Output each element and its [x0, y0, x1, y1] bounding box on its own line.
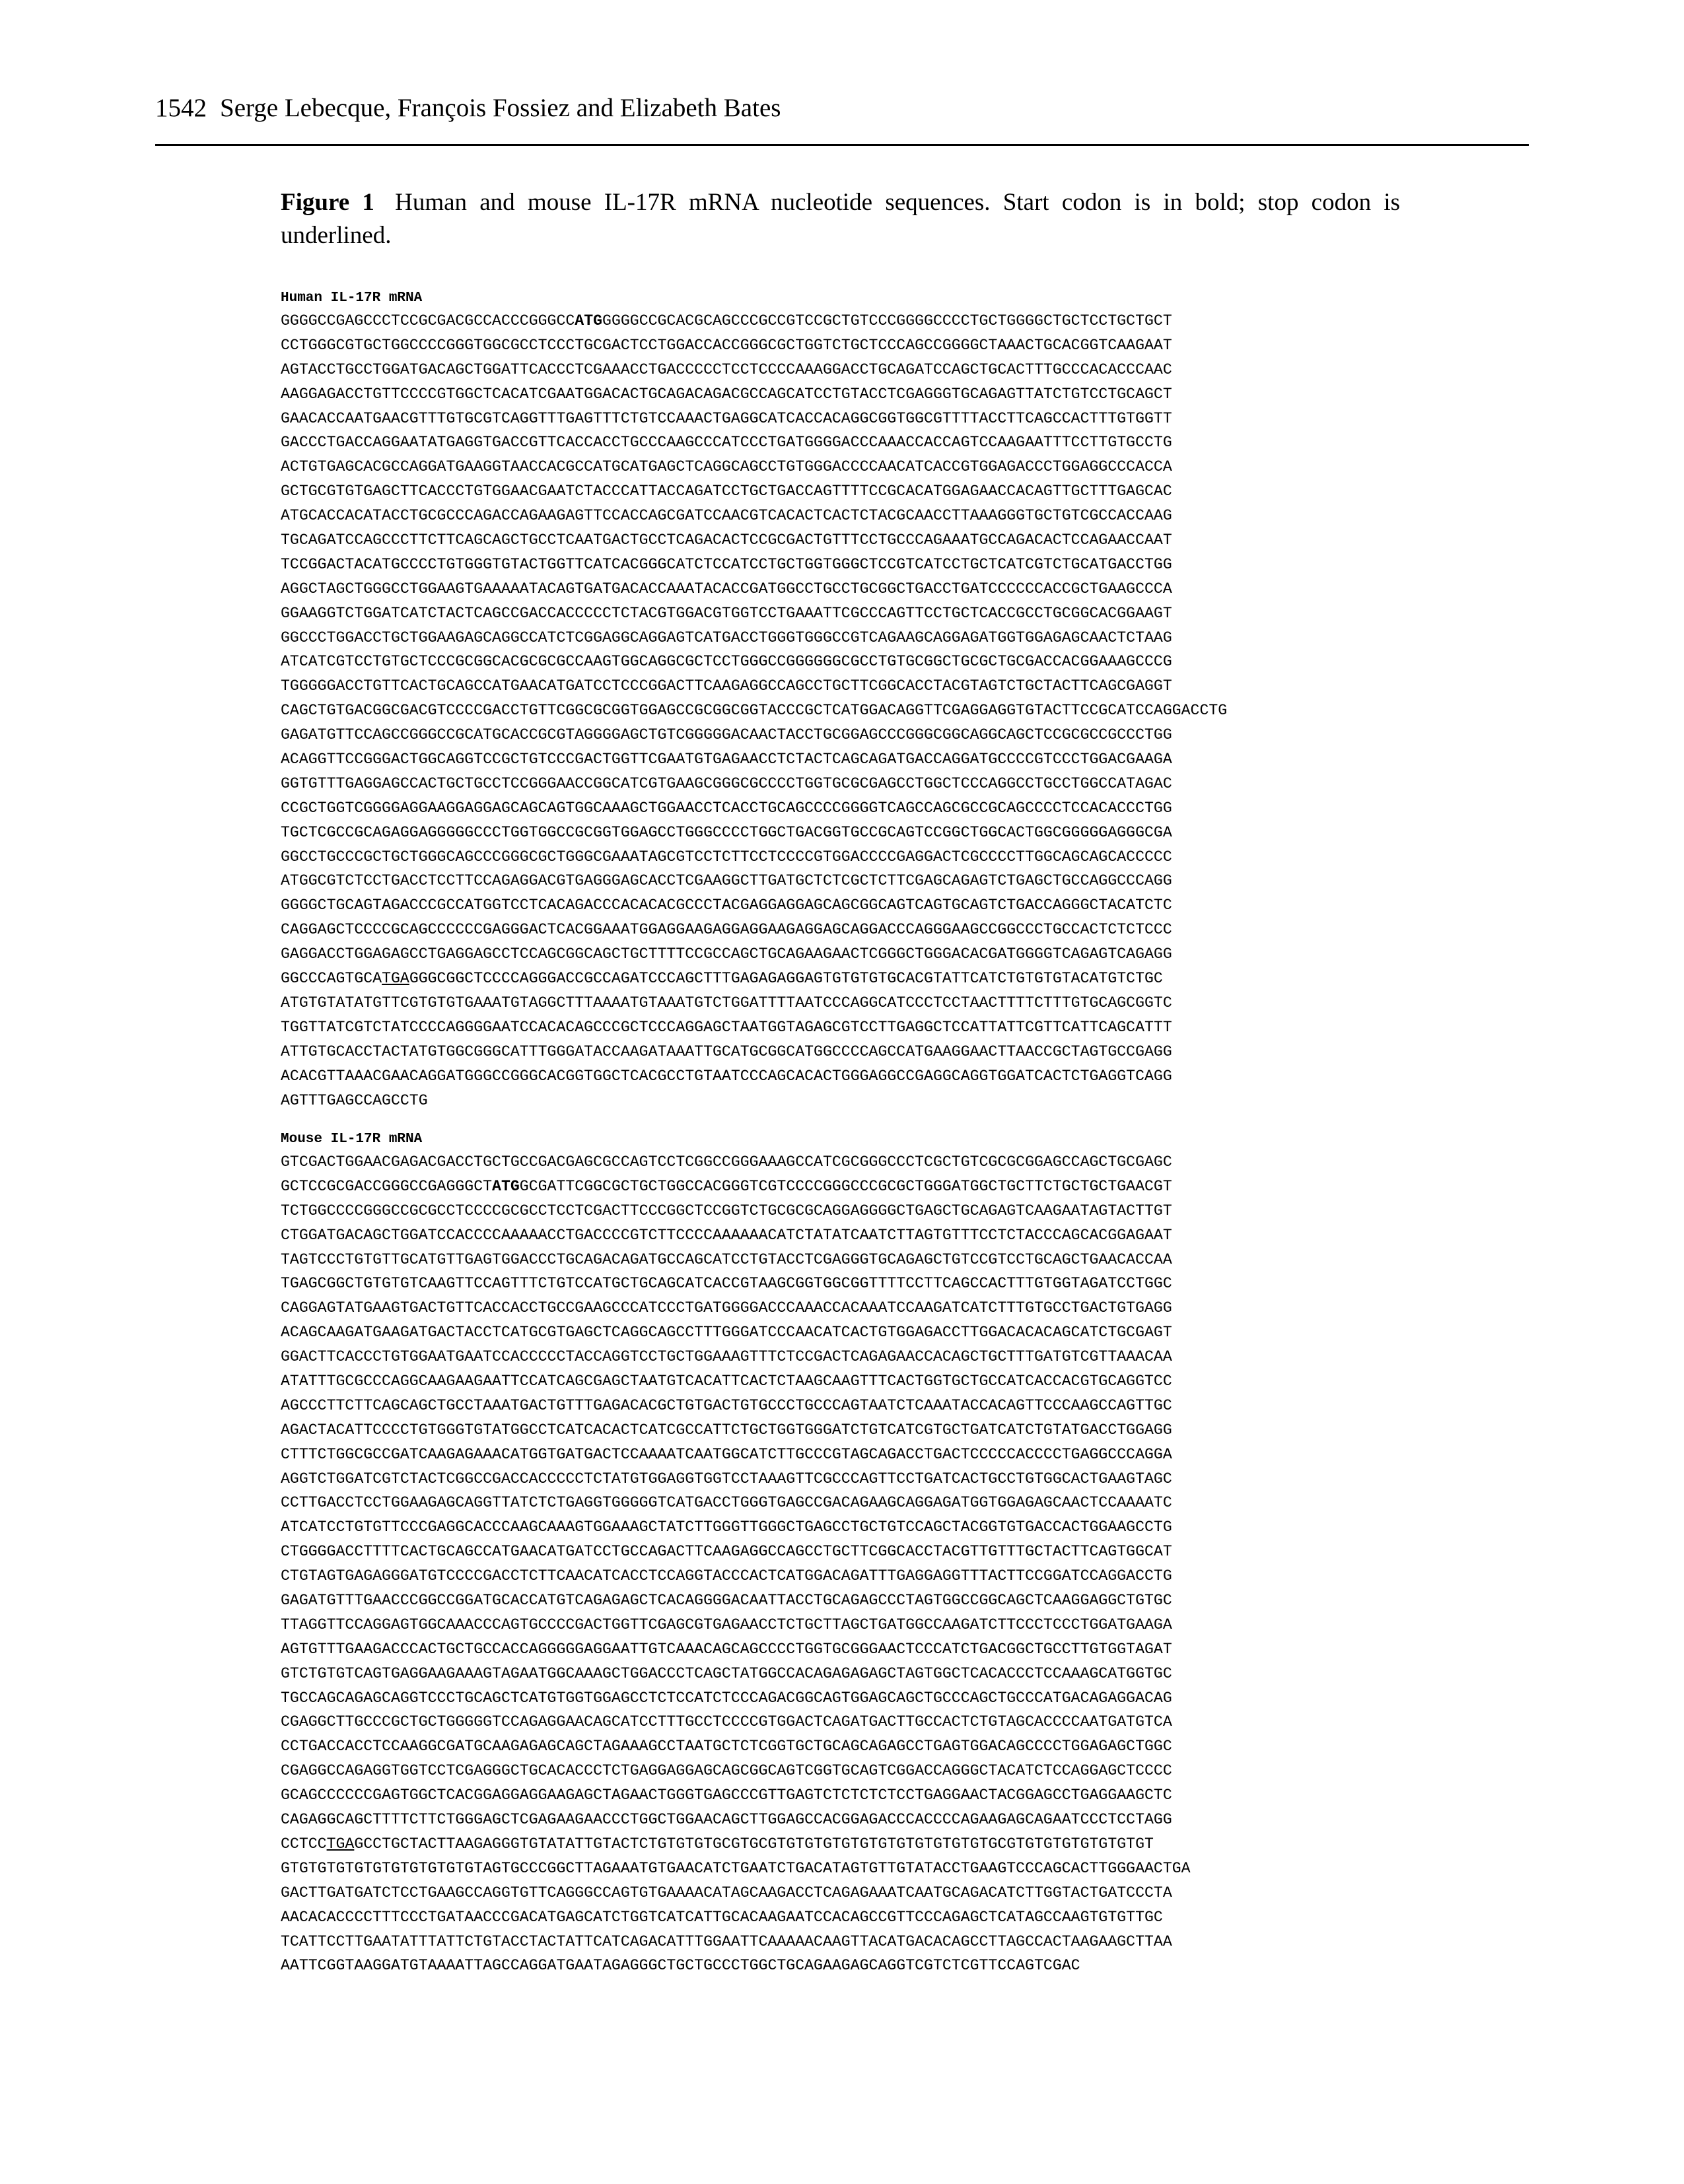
sequence-text: GGGGCCGCACGCAGCCCGCCGTCCGCTGTCCCGGGGCCCCTGCTGGGGCTGCTCCTGCTGCT — [602, 312, 1172, 329]
sequence-line — [281, 772, 1403, 796]
running-header-text — [155, 91, 1529, 125]
sequence-line — [281, 869, 1403, 893]
human-sequence-lines — [281, 309, 1403, 1112]
sequence-line — [281, 1905, 1403, 1930]
sequence-text: CAGAGGCAGCTTTTCTTCTGGGAGCTCGAGAAGAACCCTGGCTGGAACAGCTTGGAGCCACGGAGACCCACCCCAGAAGAGCAGAATCCCTCCTAGG — [281, 1811, 1172, 1829]
sequence-line — [281, 1662, 1403, 1686]
sequence-line — [281, 358, 1403, 382]
sequence-text: TGCCAGCAGAGCAGGTCCCTGCAGCTCATGTGGTGGAGCCTCTCCATCTCCCAGACGGCAGTGGAGCAGCTGCCCAGCTGCCCATGACAGAGGACAG — [281, 1689, 1172, 1707]
sequence-line — [281, 1345, 1403, 1369]
sequence-line — [281, 967, 1403, 991]
sequence-text: ATGGCGTCTCCTGACCTCCTTCCAGAGGACGTGAGGGAGCACCTCGAAGGCTTGATGCTCTCGCTCTTCGAGCAGAGTCTGAGCTGCCAGGCCCAGG — [281, 872, 1172, 890]
running-header — [155, 91, 1529, 146]
sequence-line — [281, 1515, 1403, 1540]
sequence-line — [281, 1223, 1403, 1248]
sequence-line — [281, 918, 1403, 942]
start-codon: ATG — [492, 1177, 520, 1195]
sequence-text: AGACTACATTCCCCTGTGGGTGTATGGCCTCATCACACTCATCGCCATTCTGCTGGTGGGATCTGTCATCGTGCTGATCATCTGTATGACCTGGAGG — [281, 1421, 1172, 1439]
sequence-line — [281, 821, 1403, 845]
sequence-line — [281, 1710, 1403, 1734]
sequence-text: TGCTCGCCGCAGAGGAGGGGGCCCTGGTGGCCGCGGTGGAGCCTGGGCCCCTGGCTGACGGTGCCGCAGTCCGGCTGGCACTGGCGGGGGAGGGCGA — [281, 823, 1172, 841]
figure-caption-text: Human and mouse IL-17R mRNA nucleotide sequences. Start codon is in bold; stop codon is underlined. — [281, 189, 1401, 249]
sequence-text: CGAGGCCAGAGGTGGTCCTCGAGGGCTGCACACCCTCTGAGGAGGAGCAGCGGCAGTCGGTGCAGTCGGACCAGGGCTACATCTCCAGGAGCTCCCC — [281, 1762, 1172, 1780]
sequence-line — [281, 626, 1403, 650]
sequence-text: GAACACCAATGAACGTTTGTGCGTCAGGTTTGAGTTTCTGTCCAAACTGAGGCATCACCACAGGCGGTGGCGTTTTACCTTCAGCCACTTTGTGGTT — [281, 409, 1172, 427]
sequence-text: CCTGACCACCTCCAAGGCGATGCAAGAGAGCAGCTAGAAAGCCTAATGCTCTCGGTGCTGCAGCAGAGCCTGAGTGGACAGCCCCTGGAGAGCTGGC — [281, 1738, 1172, 1756]
mouse-sequence-lines — [281, 1150, 1403, 1978]
stop-codon: TGA — [326, 1835, 355, 1853]
sequence-line — [281, 1272, 1403, 1296]
sequence-line — [281, 1467, 1403, 1491]
sequence-line — [281, 1783, 1403, 1808]
sequence-text: ATCATCGTCCTGTGCTCCCGCGGCACGCGCGCCAAGTGGCAGGCGCTCCTGGGCCGGGGGGCGCCTGTGCGGCTGCGCTGCGACCACGGAAAGCCCG — [281, 653, 1172, 671]
sequence-text: TGAGCGGCTGTGTGTCAAGTTCCAGTTTCTGTCCATGCTGCAGCATCACCGTAAGCGGTGGCGGTTTTCCTTCAGCCACTTTGTGGTAGATCCTGGC — [281, 1275, 1172, 1293]
sequence-text: TCCGGACTACATGCCCCTGTGGGTGTACTGGTTCATCACGGGCATCTCCATCCTGCTGGTGGGCTCCGTCATCCTGCTCATCGTCTGCATGACCTGG — [281, 555, 1172, 573]
sequence-line — [281, 1089, 1403, 1113]
sequence-line — [281, 382, 1403, 407]
sequence-line — [281, 1613, 1403, 1637]
sequence-text: GCTGCGTGTGAGCTTCACCCTGTGGAACGAATCTACCCATTACCAGATCCTGCTGACCAGTTTTCCGCACATGGAGAACCACAGTTGCTTTGAGCAC — [281, 483, 1172, 500]
sequence-line — [281, 893, 1403, 918]
sequence-line — [281, 991, 1403, 1015]
sequence-text: GGGGCCGAGCCCTCCGCGACGCCACCCGGGCC — [281, 312, 575, 329]
sequence-text: AGGCTAGCTGGGCCTGGAAGTGAAAAATACAGTGATGACACCAAATACACCGATGGCCTGCCTGCGGCTGACCTGATCCCCCCACCGCTGAAGCCCA — [281, 580, 1172, 597]
sequence-text: TAGTCCCTGTGTTGCATGTTGAGTGGACCCTGCAGACAGATGCCAGCATCCTGTACCTCGAGGGTGCAGAGCTGTCCGTCCTGCAGCTGAACACCAA — [281, 1250, 1172, 1268]
sequence-text: ATTGTGCACCTACTATGTGGCGGGCATTTGGGATACCAAGATAAATTGCATGCGGCATGGCCCCAGCCATGAAGGAACTTAACCGCTAGTGCCGAGG — [281, 1042, 1172, 1060]
sequence-line — [281, 553, 1403, 577]
sequence-text: CTGTAGTGAGAGGGATGTCCCCGACCTCTTCAACATCACCTCCAGGTACCCACTCATGGACAGATTTGAGGAGGTTTACTTCCGGATCCAGGACCTG — [281, 1567, 1172, 1585]
sequence-line — [281, 1808, 1403, 1832]
sequence-text: GGCCCAGTGCA — [281, 970, 382, 988]
sequence-text: GGTGTTTGAGGAGCCACTGCTGCCTCCGGGAACCGGCATCGTGAAGCGGGCGCCCCTGGTGCGCGAGCCTGGCTCCCAGGCCTGCCTGGCCATAGAC — [281, 774, 1172, 792]
sequence-text: GAGGACCTGGAGAGCCTGAGGAGCCTCCAGCGGCAGCTGCTTTTCCGCCAGCTGCAGAAGAACTCGGGCTGGGACACGATGGGGTCAGAGTCAGAGG — [281, 945, 1172, 963]
sequence-text: ATCATCCTGTGTTCCCGAGGCACCCAAGCAAAGTGGAAAGCTATCTTGGGTTGGGCTGAGCCTGCTGTCCAGCTACGGTGTGACCACTGGAAGCCTG — [281, 1519, 1172, 1536]
sequence-text: CAGGAGTATGAAGTGACTGTTCACCACCTGCCGAAGCCCATCCCTGATGGGGACCCAAACCACAAATCCAAGATCATCTTTGTGCCTGACTGTGAGG — [281, 1299, 1172, 1317]
mouse-sequence-block — [281, 1129, 1403, 1978]
human-sequence-title: Human IL-17R mRNA — [281, 290, 423, 306]
sequence-text: CGAGGCTTGCCCGCTGCTGGGGGTCCAGAGGAACAGCATCCTTTGCCTCCCCGTGGACTCAGATGACTTGCCACTCTGTAGCACCCCAATGATGTCA — [281, 1713, 1172, 1731]
sequence-line — [281, 1150, 1403, 1175]
sequence-line — [281, 1686, 1403, 1711]
sequence-text: ATATTTGCGCCCAGGCAAGAAGAATTCCATCAGCGAGCTAATGTCACATTCACTCTAAGCAAGTTTCACTGGTGCTGCCATCACCACGTGCAGGTCC — [281, 1373, 1172, 1390]
page-number: 1542 — [155, 94, 207, 122]
sequence-text: GGCCTGCCCGCTGCTGGGCAGCCCGGGCGCTGGGCGAAATAGCGTCCTCTTCCTCCCCGTGGACCCCGAGGACTCGCCCCTTGGCAGCAGCACCCCC — [281, 848, 1172, 866]
sequence-text: GCGATTCGGCGCTGCTGGCCACGGGTCGTCCCCGGGCCCGCGCTGGGATGGCTGCTTCTGCTGCTGAACGT — [519, 1177, 1172, 1195]
sequence-text: ACAGCAAGATGAAGATGACTACCTCATGCGTGAGCTCAGGCAGCCTTTGGGATCCCAACATCACTGTGGAGACCTTGGACACACAGCATCTGCGAGT — [281, 1324, 1172, 1342]
sequence-text: GCCTGCTACTTAAGAGGGTGTATATTGTACTCTGTGTGTGCGTGCGTGTGTGTGTGTGTGTGTGTGTGTGCGTGTGTGTGTGTGTGT — [354, 1835, 1154, 1853]
sequence-text: GGGGCTGCAGTAGACCCGCCATGGTCCTCACAGACCCACACACGCCCTACGAGGAGGAGCAGCGGCAGTCAGTGCAGTCTGACCAGGGCTACATCTC — [281, 897, 1172, 914]
sequence-line — [281, 430, 1403, 455]
stop-codon: TGA — [382, 970, 409, 988]
sequence-text: ACAGGTTCCGGGACTGGCAGGTCCGCTGTCCCGACTGGTTCGAATGTGAGAACCTCTACTCAGCAGATGACCAGGATGCCCCGTCCCTGGACGAAGA — [281, 751, 1172, 768]
sequence-line — [281, 1832, 1403, 1857]
sequence-line — [281, 650, 1403, 674]
sequence-text: CTTTCTGGCGCCGATCAAGAGAAACATGGTGATGACTCCAAAATCAATGGCATCTTGCCCGTAGCAGACCTGACTCCCCCACCCCTGAGGCCCAGGA — [281, 1445, 1172, 1463]
sequence-line — [281, 1857, 1403, 1881]
sequence-text: TCTGGCCCCGGGCCGCGCCTCCCCGCGCCTCCTCGACTTCCCGGCTCCGGTCTGCGCGCAGGAGGGGCTGAGCTGCAGAGTCAAGAATAGTACTTGT — [281, 1202, 1172, 1219]
sequence-line — [281, 1734, 1403, 1759]
sequence-text: GTGTGTGTGTGTGTGTGTGTGTAGTGCCCGGCTTAGAAATGTGAACATCTGAATCTGACATAGTGTTGTATACCTGAAGTCCCAGCACTTGGGAACTGA — [281, 1859, 1191, 1877]
sequence-text: GTCGACTGGAACGAGACGACCTGCTGCCGACGAGCGCCAGTCCTCGGCCGGGAAAGCCATCGCGGGCCCTCGCTGTCGCGCGGAGCCAGCTGCGAGC — [281, 1153, 1172, 1171]
sequence-text: TGGGGGACCTGTTCACTGCAGCCATGAACATGATCCTCCCGGACTTCAAGAGGCCAGCCTGCTTCGGCACCTACGTAGTCTGCTACTTCAGCGAGGT — [281, 677, 1172, 695]
figure-label: Figure 1 — [281, 189, 374, 216]
sequence-text: AAGGAGACCTGTTCCCCGTGGCTCACATCGAATGGACACTGCAGACAGACGCCAGCATCCTGTACCTCGAGGGTGCAGAGTTATCTGTCCTGCAGCT — [281, 385, 1172, 403]
sequence-line — [281, 1015, 1403, 1040]
sequence-text: ACTGTGAGCACGCCAGGATGAAGGTAACCACGCCATGCATGAGCTCAGGCAGCCTGTGGGACCCCAACATCACCGTGGAGACCCTGGAGGCCCACCA — [281, 458, 1172, 476]
sequence-text: CCTCC — [281, 1835, 327, 1853]
sequence-text: GGACTTCACCCTGTGGAATGAATCCACCCCCTACCAGGTCCTGCTGGAAAGTTTCTCCGACTCAGAGAACCACAGCTGCTTTGATGTCGTTAAACAA — [281, 1348, 1172, 1366]
sequence-text: AGTACCTGCCTGGATGACAGCTGGATTCACCCTCGAAACCTGACCCCCTCCTCCCCAAAGGACCTGCAGATCCAGCTGCACTTTGCCCACACCCAAC — [281, 360, 1172, 378]
sequence-text: GGGCGGCTCCCCAGGGACCGCCAGATCCCAGCTTTGAGAGAGGAGTGTGTGTGCACGTATTCATCTGTGTGTACATGTCTGC — [409, 970, 1163, 988]
sequence-text: GAGATGTTCCAGCCGGGCCGCATGCACCGCGTAGGGGAGCTGTCGGGGGACAACTACCTGCGGAGCCCGGGCGGCAGGCAGCTCCGCGCCGCCCTGG — [281, 726, 1172, 744]
sequence-line — [281, 1369, 1403, 1394]
figure-caption — [281, 186, 1400, 252]
sequence-line — [281, 1040, 1403, 1064]
sequence-text: GTCTGTGTCAGTGAGGAAGAAAGTAGAATGGCAAAGCTGGACCCTCAGCTATGGCCACAGAGAGAGCTAGTGGCTCACACCCTCCAAAGCATGGTGC — [281, 1664, 1172, 1682]
sequence-line — [281, 1759, 1403, 1783]
sequence-line — [281, 747, 1403, 772]
sequence-line — [281, 723, 1403, 747]
sequence-text: TTAGGTTCCAGGAGTGGCAAACCCAGTGCCCCGACTGGTTCGAGCGTGAGAACCTCTGCTTAGCTGATGGCCAAGATCTTCCCTCCCTGGATGAAGA — [281, 1616, 1172, 1633]
sequence-line — [281, 1248, 1403, 1272]
sequence-line — [281, 479, 1403, 504]
sequence-line — [281, 455, 1403, 479]
sequence-line — [281, 333, 1403, 358]
sequence-line — [281, 1564, 1403, 1588]
sequence-text: CAGCTGTGACGGCGACGTCCCCGACCTGTTCGGCGCGGTGGAGCCGCGGCGGTACCCGCTCATGGACAGGTTCGAGGAGGTGTACTTCCGCATCCAGGACCTG — [281, 702, 1228, 720]
sequence-text: CCGCTGGTCGGGGAGGAAGGAGGAGCAGCAGTGGCAAAGCTGGAACCTCACCTGCAGCCCCGGGGTCAGCCAGCGCCGCAGCCCCTCCACACCCTGG — [281, 799, 1172, 817]
sequence-text: ACACGTTAAACGAACAGGATGGGCCGGGCACGGTGGCTCACGCCTGTAATCCCAGCACACTGGGAGGCCGAGGCAGGTGGATCACTCTGAGGTCAGG — [281, 1067, 1172, 1085]
sequence-text: AGTTTGAGCCAGCCTG — [281, 1091, 428, 1109]
sequence-text: AATTCGGTAAGGATGTAAAATTAGCCAGGATGAATAGAGGGCTGCTGCCCTGGCTGCAGAAGAGCAGGTCGTCTCGTTCCAGTCGAC — [281, 1957, 1080, 1975]
sequence-line — [281, 528, 1403, 553]
sequence-line — [281, 1199, 1403, 1223]
sequence-line — [281, 1064, 1403, 1089]
sequence-line — [281, 699, 1403, 723]
sequence-line — [281, 796, 1403, 821]
sequence-line — [281, 1588, 1403, 1613]
sequence-line — [281, 942, 1403, 967]
sequence-text: GCTCCGCGACCGGGCCGAGGGCT — [281, 1177, 493, 1195]
sequence-text: CTGGGGACCTTTTCACTGCAGCCATGAACATGATCCTGCCAGACTTCAAGAGGCCAGCCTGCTTCGGCACCTACGTTGTTTGCTACTTCAGTGGCAT — [281, 1543, 1172, 1561]
sequence-line — [281, 309, 1403, 333]
human-sequence-block — [281, 288, 1403, 1112]
sequence-line — [281, 1881, 1403, 1905]
sequence-text: TGGTTATCGTCTATCCCCAGGGGAATCCACACAGCCCGCTCCCAGGAGCTAATGGTAGAGCGTCCTTGAGGCTCCATTATTCGTTCATTCAGCATTT — [281, 1018, 1172, 1036]
sequence-text: AGTGTTTGAAGACCCACTGCTGCCACCAGGGGGAGGAATTGTCAAACAGCAGCCCCTGGTGCGGGAACTCCCATCTGACGGCTGCCTTGTGGTAGAT — [281, 1640, 1172, 1658]
sequence-line — [281, 1540, 1403, 1564]
sequence-text: GGCCCTGGACCTGCTGGAAGAGCAGGCCATCTCGGAGGCAGGAGTCATGACCTGGGTGGGCCGTCAGAAGCAGGAGATGGTGGAGAGCAACTCTAAG — [281, 629, 1172, 646]
sequence-line — [281, 1491, 1403, 1515]
sequence-text: GCAGCCCCCCGAGTGGCTCACGGAGGAGGAAGAGCTAGAACTGGGTGAGCCCGTTGAGTCTCTCTCTCCTGAGGAACTACGGAGCCTGAGGAAGCTC — [281, 1787, 1172, 1804]
sequence-line — [281, 1175, 1403, 1199]
sequence-line — [281, 577, 1403, 601]
sequence-line — [281, 504, 1403, 528]
sequence-text: GAGATGTTTGAACCCGGCCGGATGCACCATGTCAGAGAGCTCACAGGGGACAATTACCTGCAGAGCCCTAGTGGCCGGCAGCTCAAGGAGGCTGTGC — [281, 1592, 1172, 1610]
author-line: Serge Lebecque, François Fossiez and Elizabeth Bates — [220, 94, 781, 122]
sequence-line — [281, 1443, 1403, 1467]
mouse-sequence-title: Mouse IL-17R mRNA — [281, 1132, 423, 1147]
sequence-line — [281, 1418, 1403, 1443]
sequence-text: CCTTGACCTCCTGGAAGAGCAGGTTATCTCTGAGGTGGGGGTCATGACCTGGGTGAGCCGACAGAAGCAGGAGATGGTGGAGAGCAACTCCAAAATC — [281, 1494, 1172, 1512]
sequence-text: CCTGGGCGTGCTGGCCCCGGGTGGCGCCTCCCTGCGACTCCTGGACCACCGGGCGCTGGTCTGCTCCCAGCCGGGGCTAAACTGCACGGTCAAGAAT — [281, 336, 1172, 354]
sequence-text: CAGGAGCTCCCCGCAGCCCCCCGAGGGACTCACGGAAATGGAGGAAGAGGAGGAAGAGGAGCAGGACCCAGGGAAGCCGGCCCTGCCACTCTCTCCC — [281, 921, 1172, 939]
sequence-text: GACTTGATGATCTCCTGAAGCCAGGTGTTCAGGGCCAGTGTGAAAACATAGCAAGACCTCAGAGAAATCAATGCAGACATCTTGGTACTGATCCCTA — [281, 1884, 1172, 1901]
sequence-line — [281, 407, 1403, 431]
sequence-line — [281, 1930, 1403, 1954]
sequence-line — [281, 1954, 1403, 1978]
sequence-line — [281, 1637, 1403, 1662]
sequence-text: ATGTGTATATGTTCGTGTGTGAAATGTAGGCTTTAAAATGTAAATGTCTGGATTTTAATCCCAGGCATCCCTCCTAACTTTTCTTTGTGCAGCGGTC — [281, 994, 1172, 1011]
sequence-text: ATGCACCACATACCTGCGCCCAGACCAGAAGAGTTCCACCAGCGATCCAACGTCACACTCACTCTACGCAACCTTAAAGGGTGCTGTCGCCACCAAG — [281, 507, 1172, 525]
sequence-text: AGGTCTGGATCGTCTACTCGGCCGACCACCCCCTCTATGTGGAGGTGGTCCTAAAGTTCGCCCAGTTCCTGATCACTGCCTGTGGCACTGAAGTAGC — [281, 1470, 1172, 1487]
sequence-text: TCATTCCTTGAATATTTATTCTGTACCTACTATTCATCAGACATTTGGAATTCAAAAACAAGTTACATGACACAGCCTTAGCCACTAAGAAGCTTAA — [281, 1932, 1172, 1950]
start-codon: ATG — [575, 312, 603, 329]
sequence-text: GGAAGGTCTGGATCATCTACTCAGCCGACCACCCCCTCTACGTGGACGTGGTCCTGAAATTCGCCCAGTTCCTGCTCACCGCCTGCGGCACGGAAGT — [281, 604, 1172, 622]
sequence-line — [281, 1394, 1403, 1418]
sequence-line — [281, 601, 1403, 626]
sequence-text: AACACACCCCTTTCCCTGATAACCCGACATGAGCATCTGGTCATCATTGCACAAGAATCCACAGCCGTTCCCAGAGCTCATAGCCAAGTGTGTTGC — [281, 1908, 1163, 1926]
sequence-line — [281, 845, 1403, 870]
sequence-text: TGCAGATCCAGCCCTTCTTCAGCAGCTGCCTCAATGACTGCCTCAGACACTCCGCGACTGTTTCCTGCCCAGAAATGCCAGACACTCCAGAACCAAT — [281, 531, 1172, 549]
sequence-text: AGCCCTTCTTCAGCAGCTGCCTAAATGACTGTTTGAGACACGCTGTGACTGTGCCCTGCCCAGTAATCTCAAATACCACAGTTCCCAAGCCAGTTGC — [281, 1396, 1172, 1414]
sequence-text: CTGGATGACAGCTGGATCCACCCCAAAAACCTGACCCCGTCTTCCCCAAAAAACATCTATATCAATCTTAGTGTTTCCTCTACCCAGCACGGAGAAT — [281, 1226, 1172, 1244]
sequence-line — [281, 1320, 1403, 1345]
sequence-line — [281, 674, 1403, 699]
sequence-line — [281, 1296, 1403, 1320]
sequence-text: GACCCTGACCAGGAATATGAGGTGACCGTTCACCACCTGCCCAAGCCCATCCCTGATGGGGACCCAAACCACCAGTCCAAGAATTTCCTTGTGCCTG — [281, 434, 1172, 452]
